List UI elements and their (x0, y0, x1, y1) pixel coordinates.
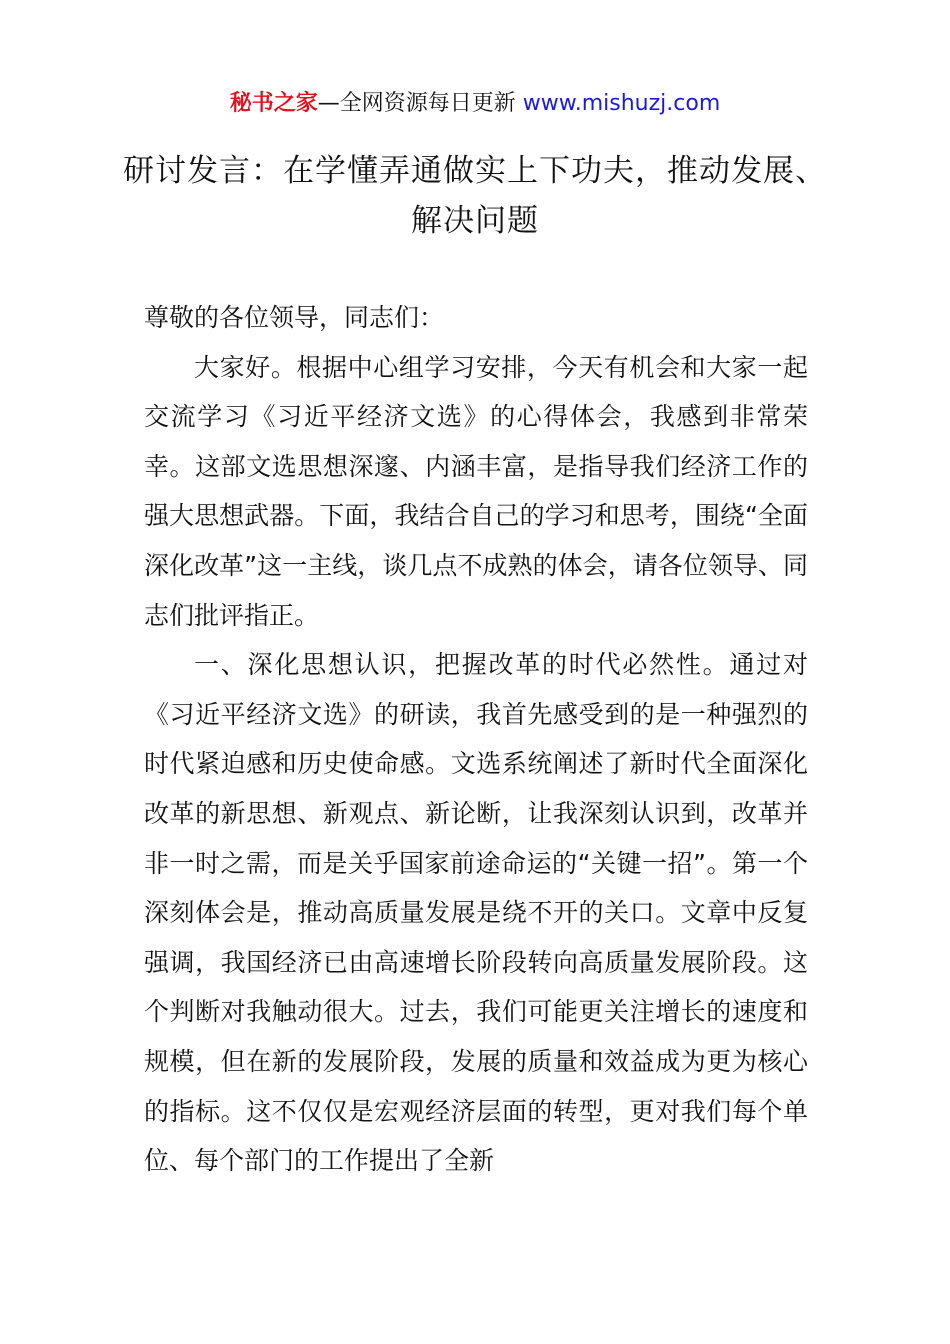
paragraph: 大家好。根据中心组学习安排，今天有机会和大家一起交流学习《习近平经济文选》的心得体会，我感到非常荣幸。这部文选思想深邃、内涵丰富，是指导我们经济工作的强大思想武器。下面，我结合自己的学习和思考，围绕“全面深化改革”这一主线，谈几点不成熟的体会，请各位领导、同志们批评指正。 (144, 352, 808, 630)
salutation: 尊敬的各位领导，同志们： (144, 303, 445, 332)
site-url-link[interactable]: www.mishuzj.com (522, 91, 721, 116)
site-name: 秘书之家 (229, 91, 318, 116)
site-header (0, 86, 950, 122)
document-body (144, 293, 808, 1186)
document-title: 研讨发言：在学懂弄通做实上下功夫，推动发展、解决问题 (123, 153, 827, 239)
paragraph: 一、深化思想认识，把握改革的时代必然性。通过对《习近平经济文选》的研读，我首先感受到的是一种强烈的时代紧迫感和历史使命感。文选系统阐述了新时代全面深化改革的新思想、新观点、新论断，让我深刻认识到，改革并非一时之需，而是关乎国家前途命运的“关键一招”。第一个深刻体会是，推动高质量发展是绕不开的关口。文章中反复强调，我国经济已由高速增长阶段转向高质量发展阶段。这个判断对我触动很大。过去，我们可能更关注增长的速度和规模，但在新的发展阶段，发展的质量和效益成为更为核心的指标。这不仅仅是宏观经济层面的转型，更对我们每个单位、每个部门的工作提出了全新 (144, 650, 808, 1176)
site-slogan: —全网资源每日更新 (317, 91, 523, 116)
